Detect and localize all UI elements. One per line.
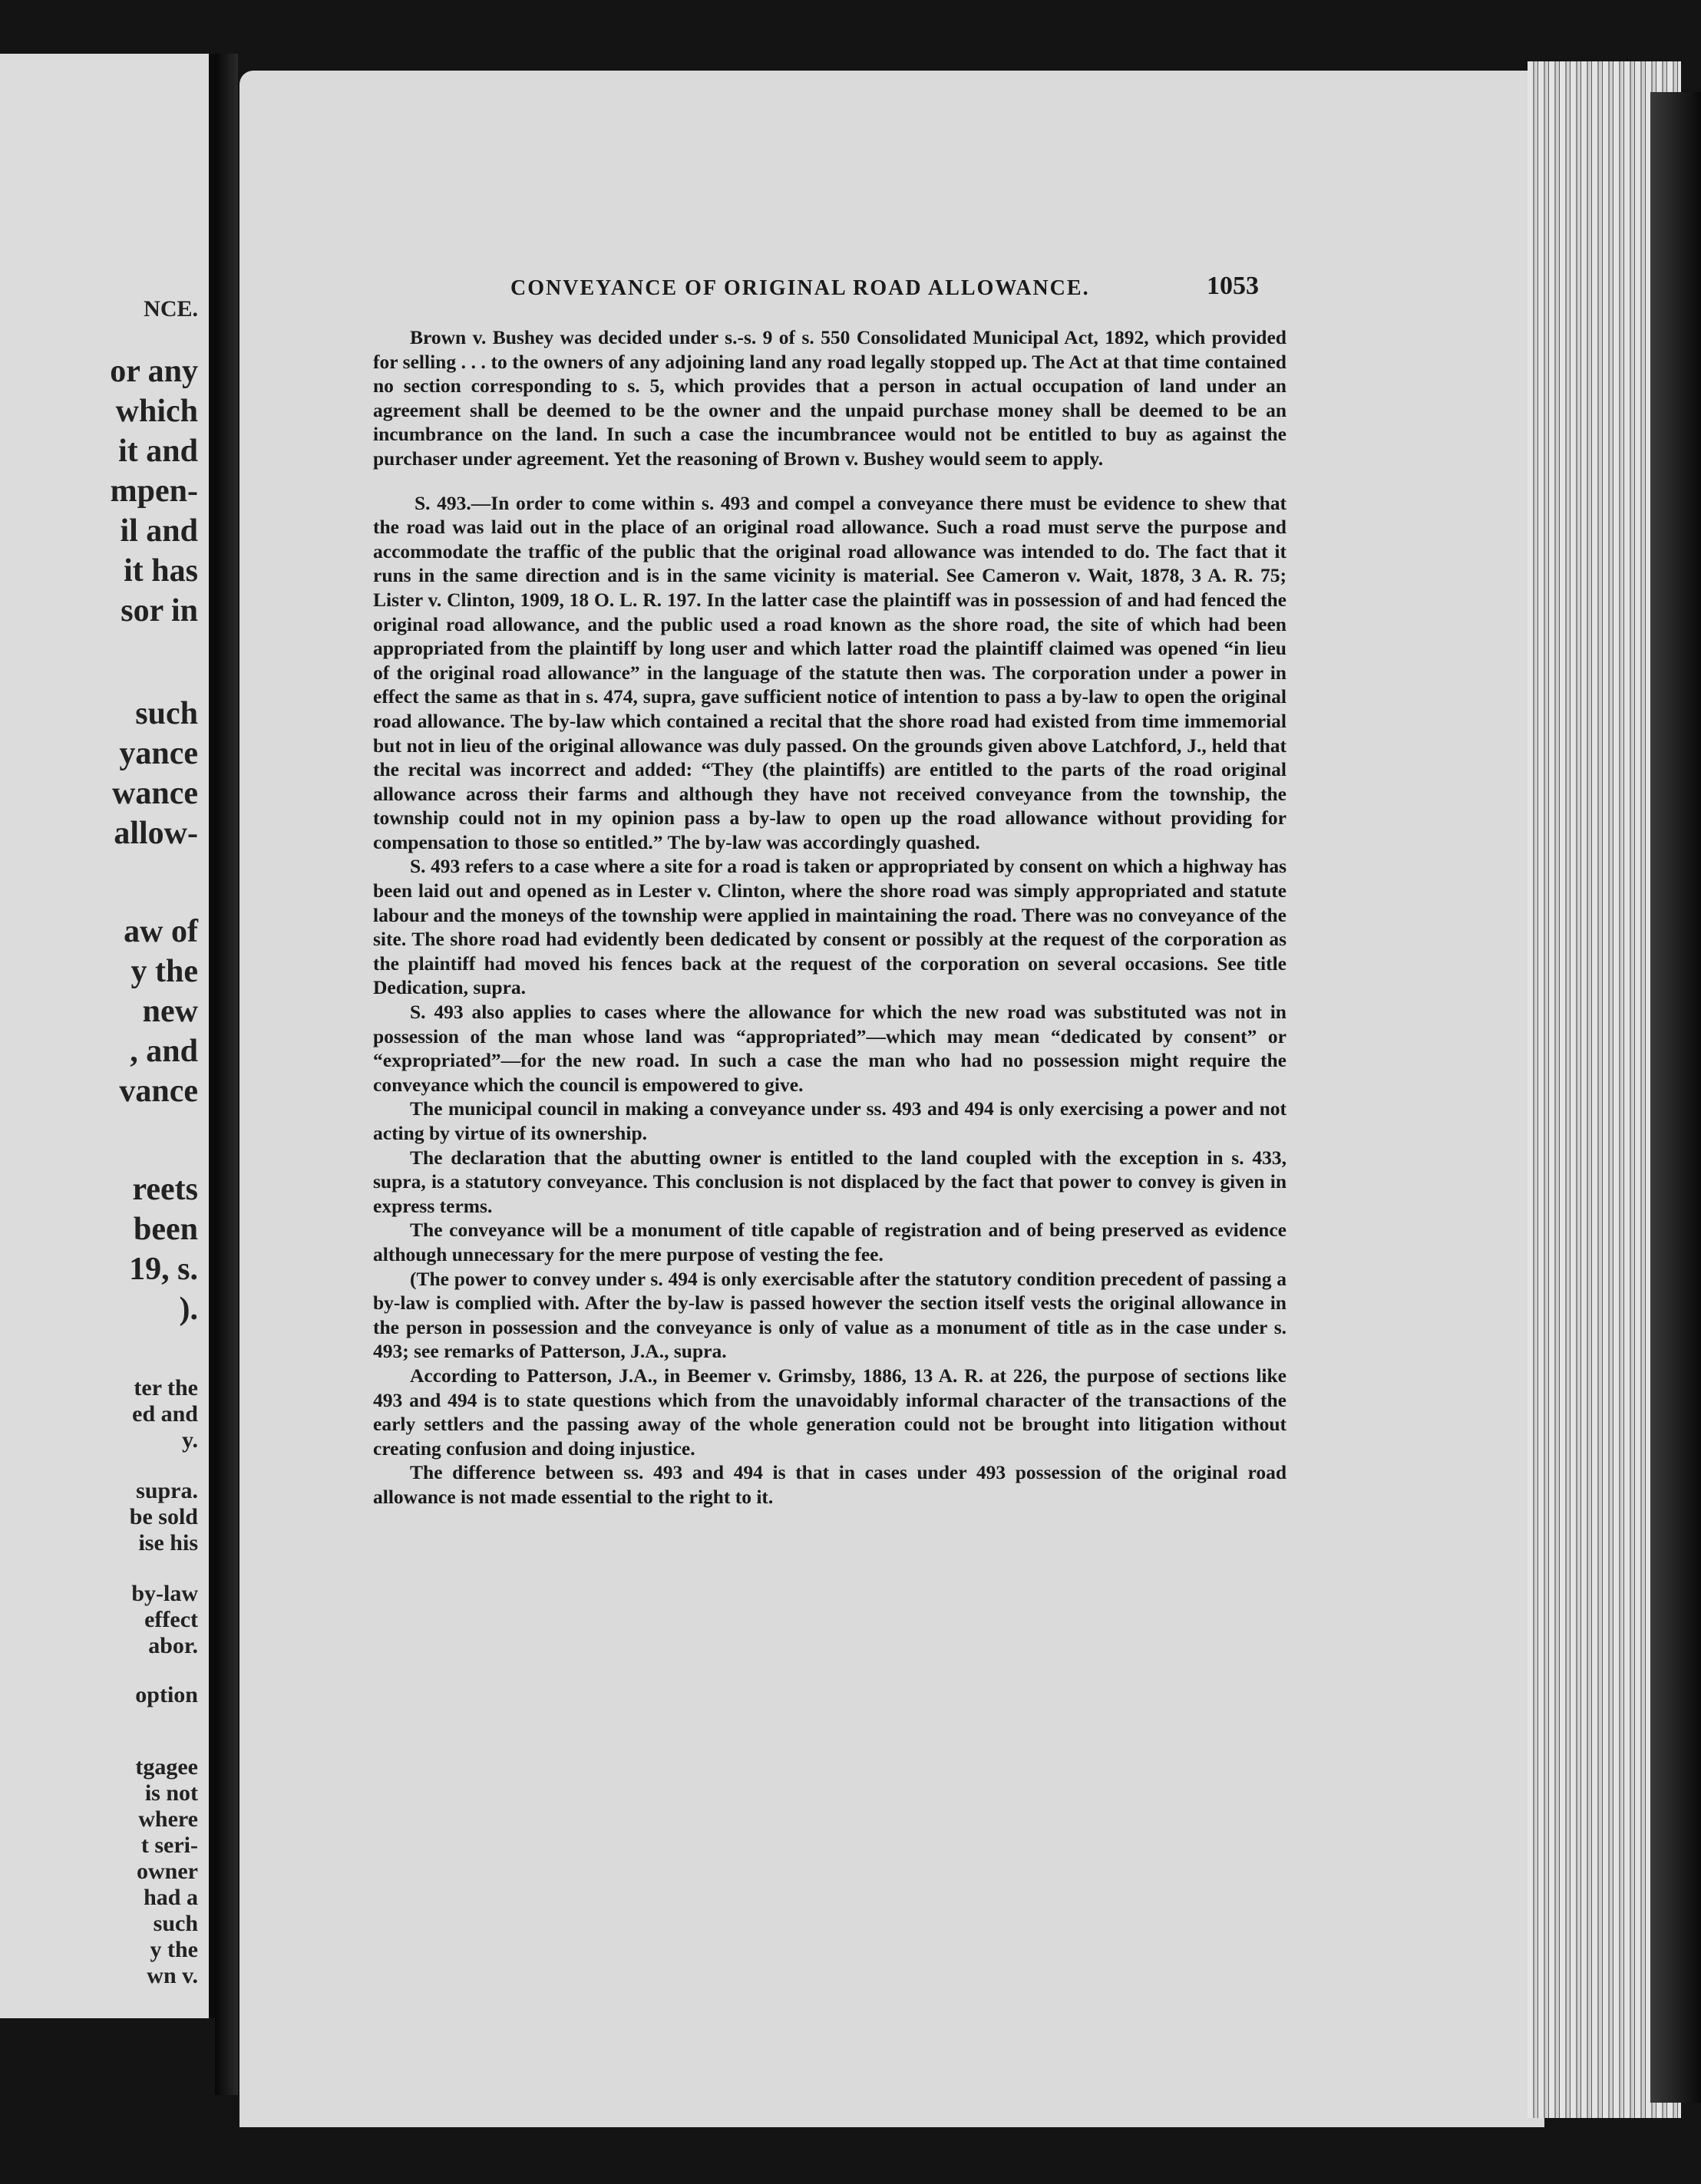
left-page-fragment: wance [112,776,198,811]
left-page-fragment: vance [119,1074,198,1109]
left-page-fragment: had a [144,1885,198,1910]
left-page-fragment: sor in [121,593,198,628]
left-page-fragment: such [135,696,198,731]
left-page-fragment: il and [120,513,198,549]
body-text [373,325,1286,1509]
section-label: S. 493. [415,491,471,514]
left-page-fragment: tgagee [135,1754,198,1780]
running-title: CONVEYANCE OF ORIGINAL ROAD ALLOWANCE. [510,276,1090,300]
paragraph: The conveyance will be a monument of title capable of registration and of being preserved as evidence although unnecessary for the mere purpose of vesting the fee. [373,1219,1286,1265]
left-page-fragment: , and [130,1034,198,1069]
left-page-fragment: allow- [114,816,198,851]
left-page-fragment: new [142,994,198,1029]
left-page-fragment: wn v. [147,1963,198,1988]
left-page-fragment: or any [110,354,198,389]
left-page-fragment: such [153,1911,198,1936]
left-page-fragment: abor. [148,1633,198,1658]
left-page-fragment: yance [119,736,198,771]
left-page-fragment: reets [132,1172,198,1207]
left-page-fragment: owner [137,1859,198,1884]
left-page-fragment: where [138,1806,198,1832]
paragraph: The declaration that the abutting owner is entitled to the land coupled with the exception in s. 433, supra, is a statutory conveyance. This conclusion is not displaced by the fact that power to convey is given in express terms. [373,1146,1286,1217]
left-page-fragment: been [134,1212,198,1247]
left-page-fragment: it and [118,434,198,469]
page-number: 1053 [1207,272,1259,300]
section-text: —In order to come within s. 493 and compel a conveyance there must be evidence to shew that the road was laid out in the place of an original road allowance. Such a road must serve the purpose and accommodate the traffic of the public that the original road allowance was intended to do. The fact that it runs in the same direction and is in the same vicinity is material. See Cameron v. Wait, 1878, 3 A. R. 75; Lister v. Clinton, 1909, 18 O. L. R. 197. In the latter case the plaintiff was in possession of and had fenced the original road allowance, and the public used a road known as the shore road, the site of which had been appropriated from the plaintiff by long user and which latter road the plaintiff claimed was opened “in lieu of the original road allowance” in the language of the statute then was. The corporation under a power in effect the same as that in s. 474, supra, gave sufficient notice of intention to pass a by-law to open the original road allowance. The by-law which contained a recital that the shore road had existed from time immemorial but not in lieu of the original allowance was duly passed. On the grounds given above Latchford, J., held that the recital was incorrect and added: “They (the plaintiffs) are entitled to the parts of the road original allowance across their farms and although they have not received conveyance from the township, the township could not in my opinion pass a by-law to open up the road allowance without providing for compensation to those so entitled.” The by-law was accordingly quashed. [373,491,1286,853]
left-page-fragment: supra. [136,1478,198,1503]
left-page-fragment: is not [144,1780,198,1806]
left-page-fragment: ). [179,1292,198,1327]
left-page-fragment: option [135,1682,198,1707]
paragraph: According to Patterson, J.A., in Beemer v. Grimsby, 1886, 13 A. R. at 226, the purpose of sections like 493 and 494 is to state questions which from the unavoidably informal character of the transactions of the early settlers and the passing away of the whole generation could not be brought into litigation without creating confusion and doing injustice. [373,1364,1286,1460]
left-page-fragment: y. [182,1427,198,1453]
left-page-fragment: t seri- [140,1833,198,1858]
book-gutter [215,54,238,2095]
paragraph: The difference between ss. 493 and 494 is that in cases under 493 possession of the original road allowance is not made essential to the right to it. [373,1461,1286,1508]
left-page [0,54,215,2018]
paragraph: The municipal council in making a conveyance under ss. 493 and 494 is only exercising a power and not acting by virtue of its ownership. [373,1097,1286,1144]
book-cover-edge [1650,92,1701,2103]
left-page-fragment: it has [124,553,198,589]
left-page-fragment: y the [130,954,198,989]
left-page-fragment: ise his [138,1530,198,1556]
left-page-fragment: 19, s. [129,1252,198,1287]
left-page-fragment: effect [144,1607,198,1632]
left-page-fragment: aw of [124,914,198,949]
left-page-fragment: ter the [134,1375,198,1400]
left-page-fragment: ed and [132,1401,198,1427]
left-page-fragment: NCE. [144,296,198,322]
paragraph: S. 493 also applies to cases where the allowance for which the new road was substituted was not in possession of the man whose land was “appropriated”—which may mean “dedicated by consent” or “expropriated”—for the new road. In such a case the man who had no possession might require the conveyance which the council is empowered to give. [373,1001,1286,1096]
paragraph: (The power to convey under s. 494 is only exercisable after the statutory condition precedent of passing a by-law is complied with. After the by-law is passed however the section itself vests the original allowance in the person in possession and the conveyance is only of value as a monument of title as in the case under s. 493; see remarks of Patterson, J.A., supra. [373,1267,1286,1363]
left-page-fragment: be sold [129,1504,198,1529]
paragraph-brown-v-bushey: Brown v. Bushey was decided under s.-s. 9 of s. 550 Consolidated Municipal Act, 1892, which provided for selling . . . to the owners of any adjoining land any road legally stopped up. The Act at that time contained no section corresponding to s. 5, which provides that a person in actual occupation of land under an agreement shall be deemed to be the owner and the unpaid purchase money shall be deemed to be an incumbrance on the land. In such a case the incumbrancee would not be entitled to buy as against the purchaser under agreement. Yet the reasoning of Brown v. Bushey would seem to apply. [373,326,1286,470]
left-page-fragment: by-law [131,1581,198,1606]
left-page-fragment: which [115,394,198,429]
left-page-fragment: mpen- [110,473,198,509]
paragraph-section-493 [373,491,1286,855]
paragraph: S. 493 refers to a case where a site for a road is taken or appropriated by consent on which a highway has been laid out and opened as in Lester v. Clinton, where the shore road was simply appropriated and statute labour and the moneys of the township were applied in maintaining the road. There was no conveyance of the site. The shore road had evidently been dedicated by consent or possibly at the request of the corporation as the plaintiff had moved his fences back at the request of the corporation on several occasions. See title Dedication, supra. [373,855,1286,999]
left-page-fragment: y the [150,1937,198,1962]
